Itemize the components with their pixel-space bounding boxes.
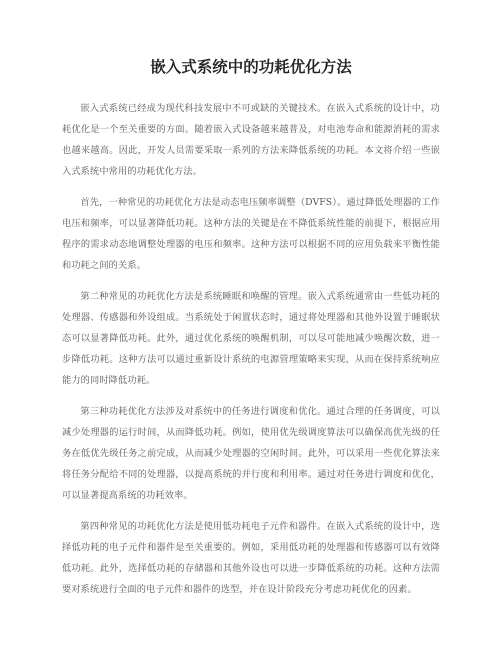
- page-title: 嵌入式系统中的功耗优化方法: [150, 58, 352, 76]
- paragraph-low-power-components: 第四种常见的功耗优化方法是使用低功耗电子元件和器件。在嵌入式系统的设计中，选择低功耗的电子元件和器件是至关重要的。例如，采用低功耗的处理器和传感器可以有效降低功耗。此外，选择低功耗的存储器和其他外设也可以进一步降低系统的功耗。这种方法需要对系统进行全面的电子元件和器件的选型，并在设计阶段充分考虑功耗优化的因素。: [62, 520, 440, 595]
- paragraph-dvfs: 首先，一种常见的功耗优化方法是动态电压频率调整（DVFS）。通过降低处理器的工作电压和频率，可以显著降低功耗。这种方法的关键是在不降低系统性能的前提下，根据应用程序的需求动态地调整处理器的电压和频率。这种方法可以根据不同的应用负载来平衡性能和功耗之间的关系。: [62, 196, 440, 271]
- paragraph-task-scheduling: 第三种功耗优化方法涉及对系统中的任务进行调度和优化。通过合理的任务调度，可以减少处理器的运行时间，从而降低功耗。例如，使用优先级调度算法可以确保高优先级的任务在低优先级任务之前完成，从而减少处理器的空闲时间。此外，可以采用一些优化算法来将任务分配给不同的处理器，以提高系统的并行度和利用率。通过对任务进行调度和优化，可以显著提高系统的功耗效率。: [62, 405, 440, 501]
- paragraph-sleep-wake: 第二种常见的功耗优化方法是系统睡眠和唤醒的管理。嵌入式系统通常由一些低功耗的处理器、传感器和外设组成。当系统处于闲置状态时，通过将处理器和其他外设置于睡眠状态可以显著降低功耗。此外，通过优化系统的唤醒机制，可以尽可能地减少唤醒次数，进一步降低功耗。这种方法可以通过重新设计系统的电源管理策略来实现，从而在保持系统响应能力的同时降低功耗。: [62, 290, 440, 386]
- paragraph-intro: 嵌入式系统已经成为现代科技发展中不可或缺的关键技术。在嵌入式系统的设计中，功耗优化是一个至关重要的方面。随着嵌入式设备越来越普及，对电池寿命和能源消耗的需求也越来越高。因此，开发人员需要采取一系列的方法来降低系统的功耗。本文将介绍一些嵌入式系统中常用的功耗优化方法。: [62, 102, 440, 177]
